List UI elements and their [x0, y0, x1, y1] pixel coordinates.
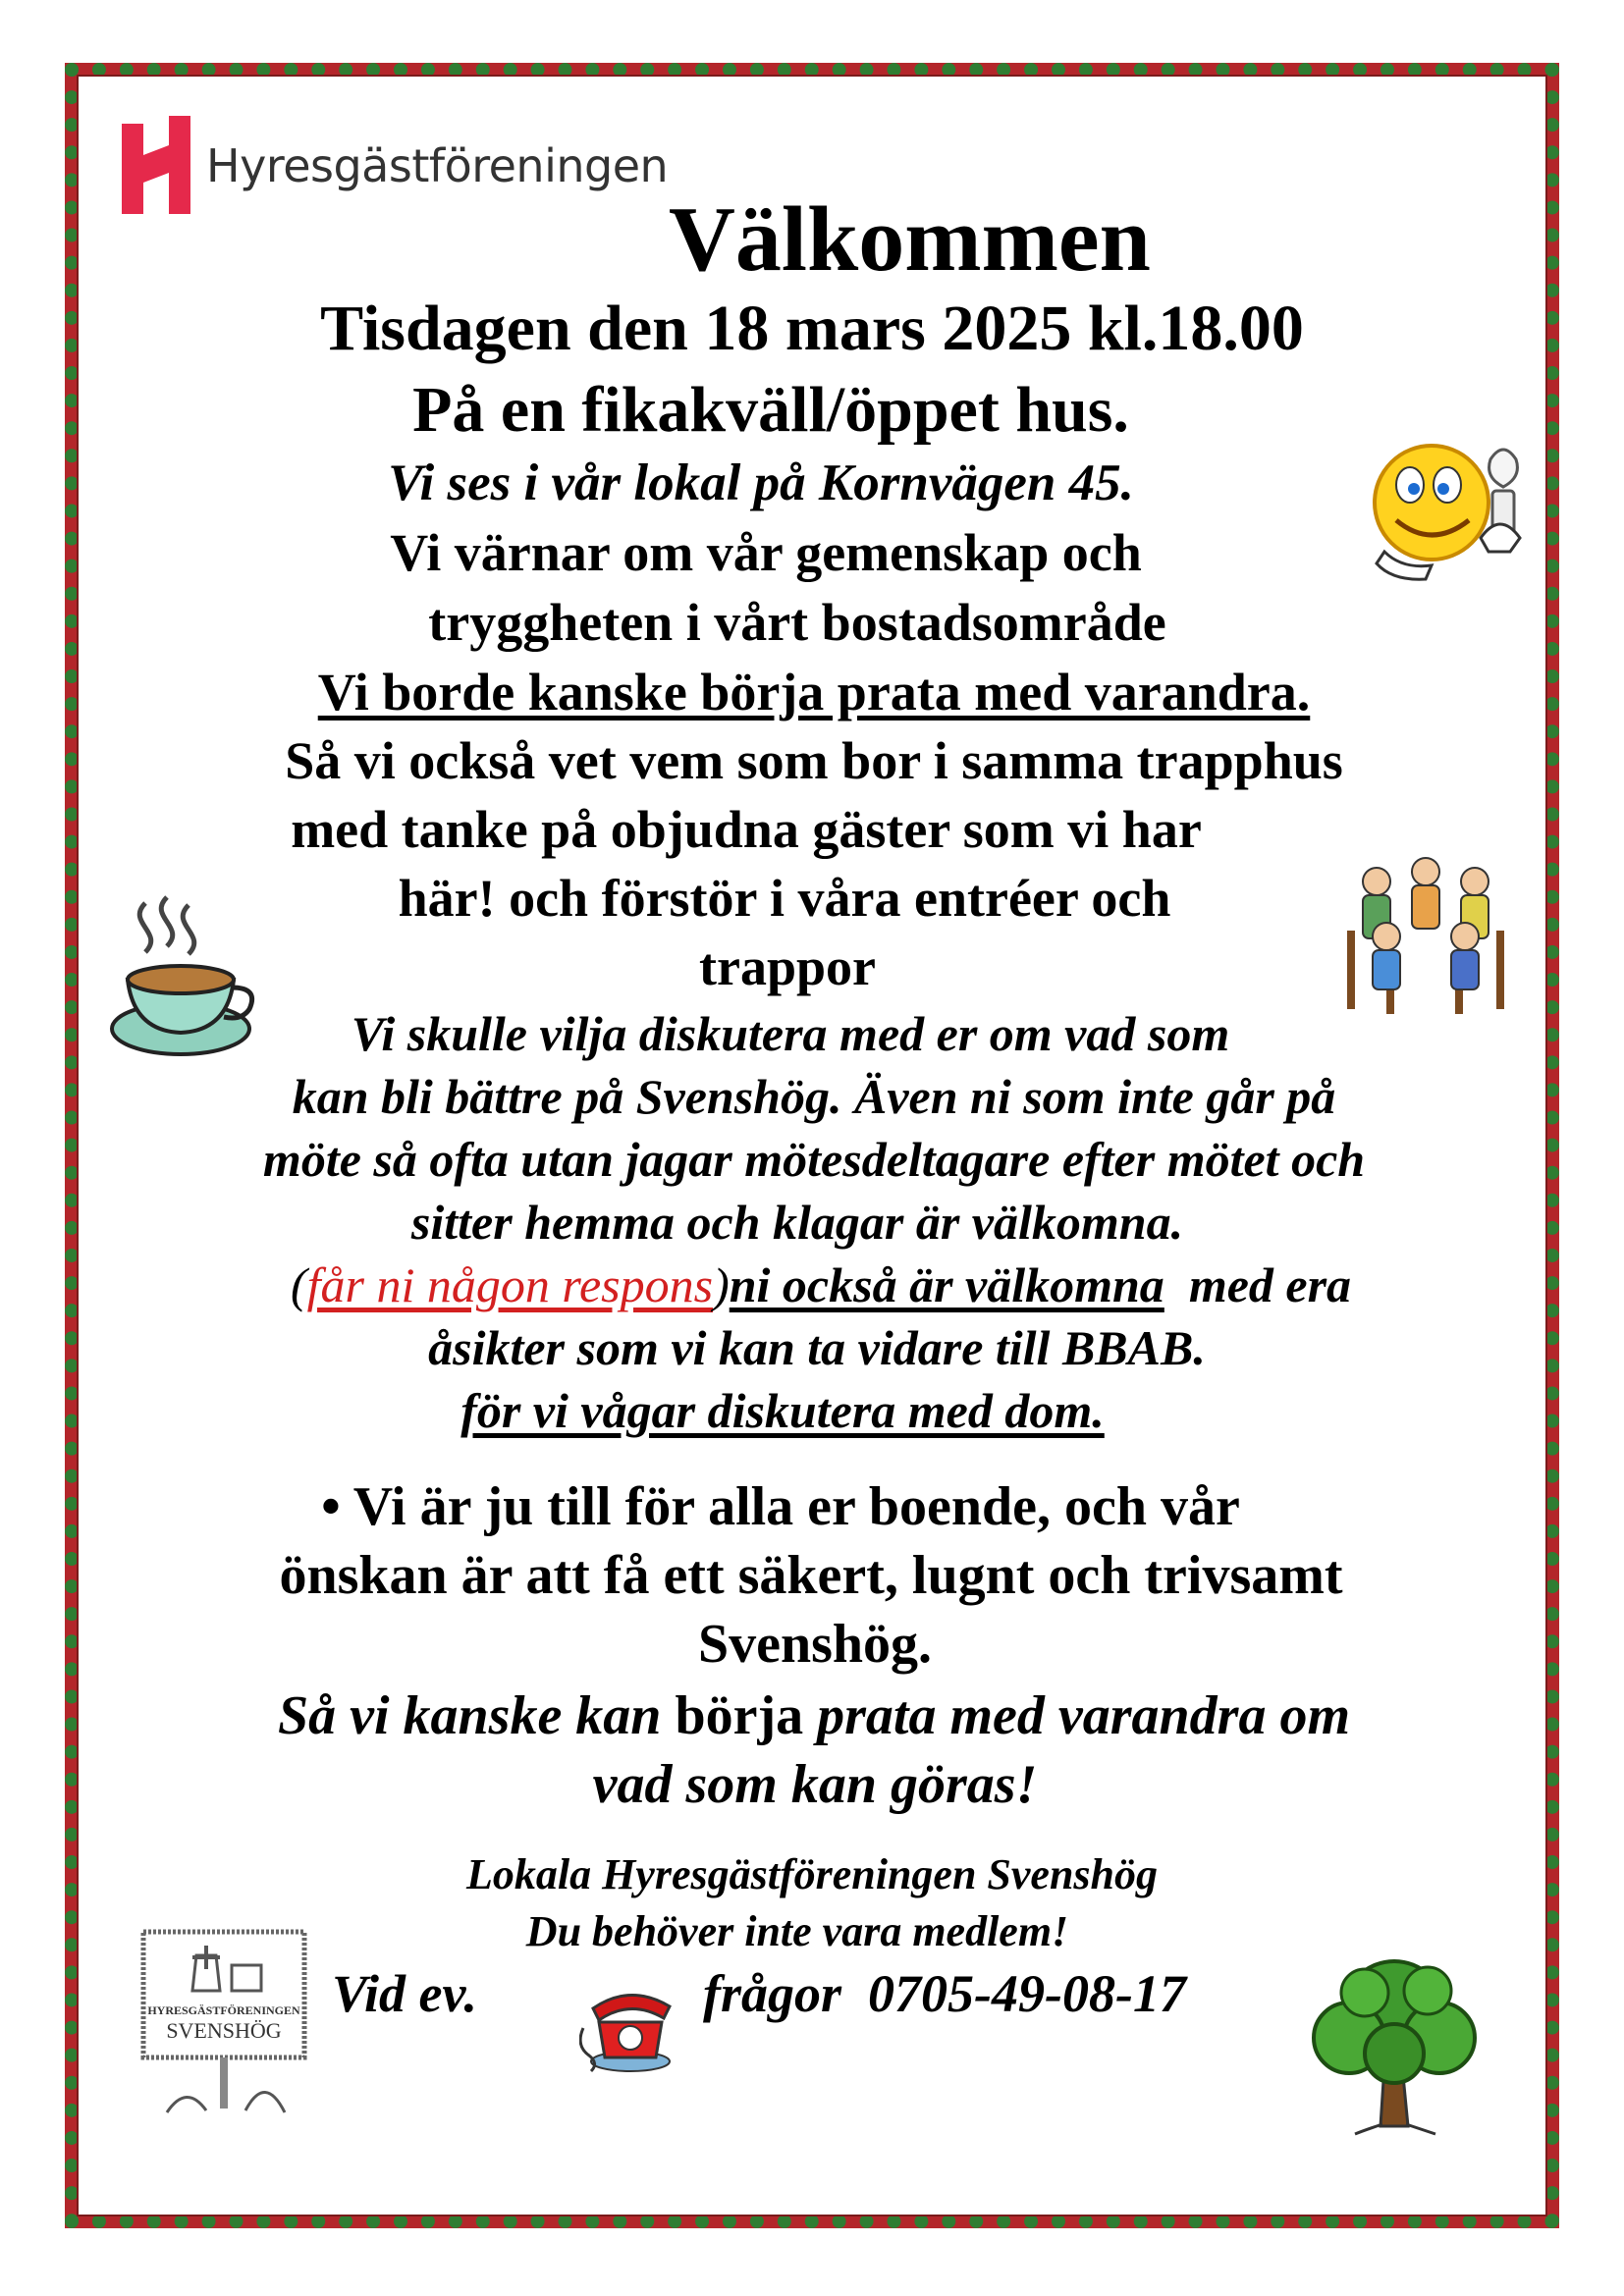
bullet-line-3: Svenshög. [697, 1614, 933, 1675]
footer-organization: Lokala Hyresgästföreningen Svenshög [465, 1850, 1159, 1898]
footer-membership: Du behöver inte vara medlem! [525, 1907, 1069, 1955]
response-question: får ni någon respons [306, 1257, 714, 1312]
response-close-paren: ) [713, 1257, 730, 1312]
coffee-cup-icon [106, 893, 265, 1062]
bullet-line-1: • Vi är ju till för alla er boende, och vår [321, 1476, 1240, 1537]
bullet-line-2: önskan är att få ett säkert, lugnt och trivsamt [279, 1545, 1343, 1606]
group-meeting-icon [1327, 852, 1524, 1019]
stamp-text-main: SVENSHÖG [166, 2018, 282, 2043]
body-line-2: tryggheten i vårt bostadsområde [428, 593, 1166, 652]
event-location: Vi ses i vår lokal på Kornvägen 45. [388, 454, 1134, 511]
body-line-4: Så vi också vet vem som bor i samma trapphus [285, 731, 1343, 790]
stamp-text-top: HYRESGÄSTFÖRENINGEN [147, 2003, 300, 2017]
body-line-1: Vi värnar om vår gemenskap och [390, 523, 1142, 582]
tree-icon [1306, 1948, 1483, 2136]
response-line [0, 1256, 1624, 1313]
body-line-7: trappor [699, 937, 876, 996]
discussion-line-3: möte så ofta utan jagar mötesdeltagare efter mötet och [262, 1132, 1366, 1187]
svenshog-stamp-icon [137, 1926, 310, 2118]
closing-part-2: börja [675, 1685, 804, 1746]
closing-line-1 [0, 1684, 1624, 1747]
discussion-line-4: sitter hemma och klagar är välkomna. [410, 1195, 1184, 1250]
footer-questions-right: frågor 0705-49-08-17 [703, 1964, 1186, 2023]
opinion-line: åsikter som vi kan ta vidare till BBAB. [428, 1320, 1206, 1375]
footer-questions-left: Vid ev. [332, 1964, 477, 2023]
response-open-paren: ( [290, 1257, 307, 1312]
response-rest: med era [1164, 1257, 1352, 1312]
telephone-icon [579, 1977, 681, 2075]
closing-part-3: prata med varandra om [803, 1685, 1351, 1746]
body-line-3: Vi borde kanske börja prata med varandra. [317, 663, 1311, 721]
dare-line: för vi vågar diskutera med dom. [460, 1383, 1105, 1438]
closing-part-1: Så vi kanske kan [277, 1685, 676, 1746]
body-line-5: med tanke på objudna gäster som vi har [291, 800, 1202, 859]
smiley-lightbulb-icon [1363, 442, 1530, 589]
hyresgast-logo-icon [122, 116, 190, 214]
discussion-line-1: Vi skulle vilja diskutera med er om vad som [351, 1006, 1230, 1061]
discussion-line-2: kan bli bättre på Svenshög. Även ni som inte går på [292, 1069, 1336, 1124]
event-type: På en fikakväll/öppet hus. [412, 374, 1129, 446]
response-welcome: ni också är välkomna [729, 1257, 1164, 1312]
organization-logo [122, 116, 672, 214]
body-line-6: här! och förstör i våra entréer och [398, 869, 1171, 928]
closing-line-2: vad som kan göras! [592, 1754, 1038, 1815]
logo-text: Hyresgästföreningen [206, 139, 669, 192]
event-date: Tisdagen den 18 mars 2025 kl.18.00 [320, 293, 1304, 364]
page-title: Välkommen [669, 188, 1151, 291]
